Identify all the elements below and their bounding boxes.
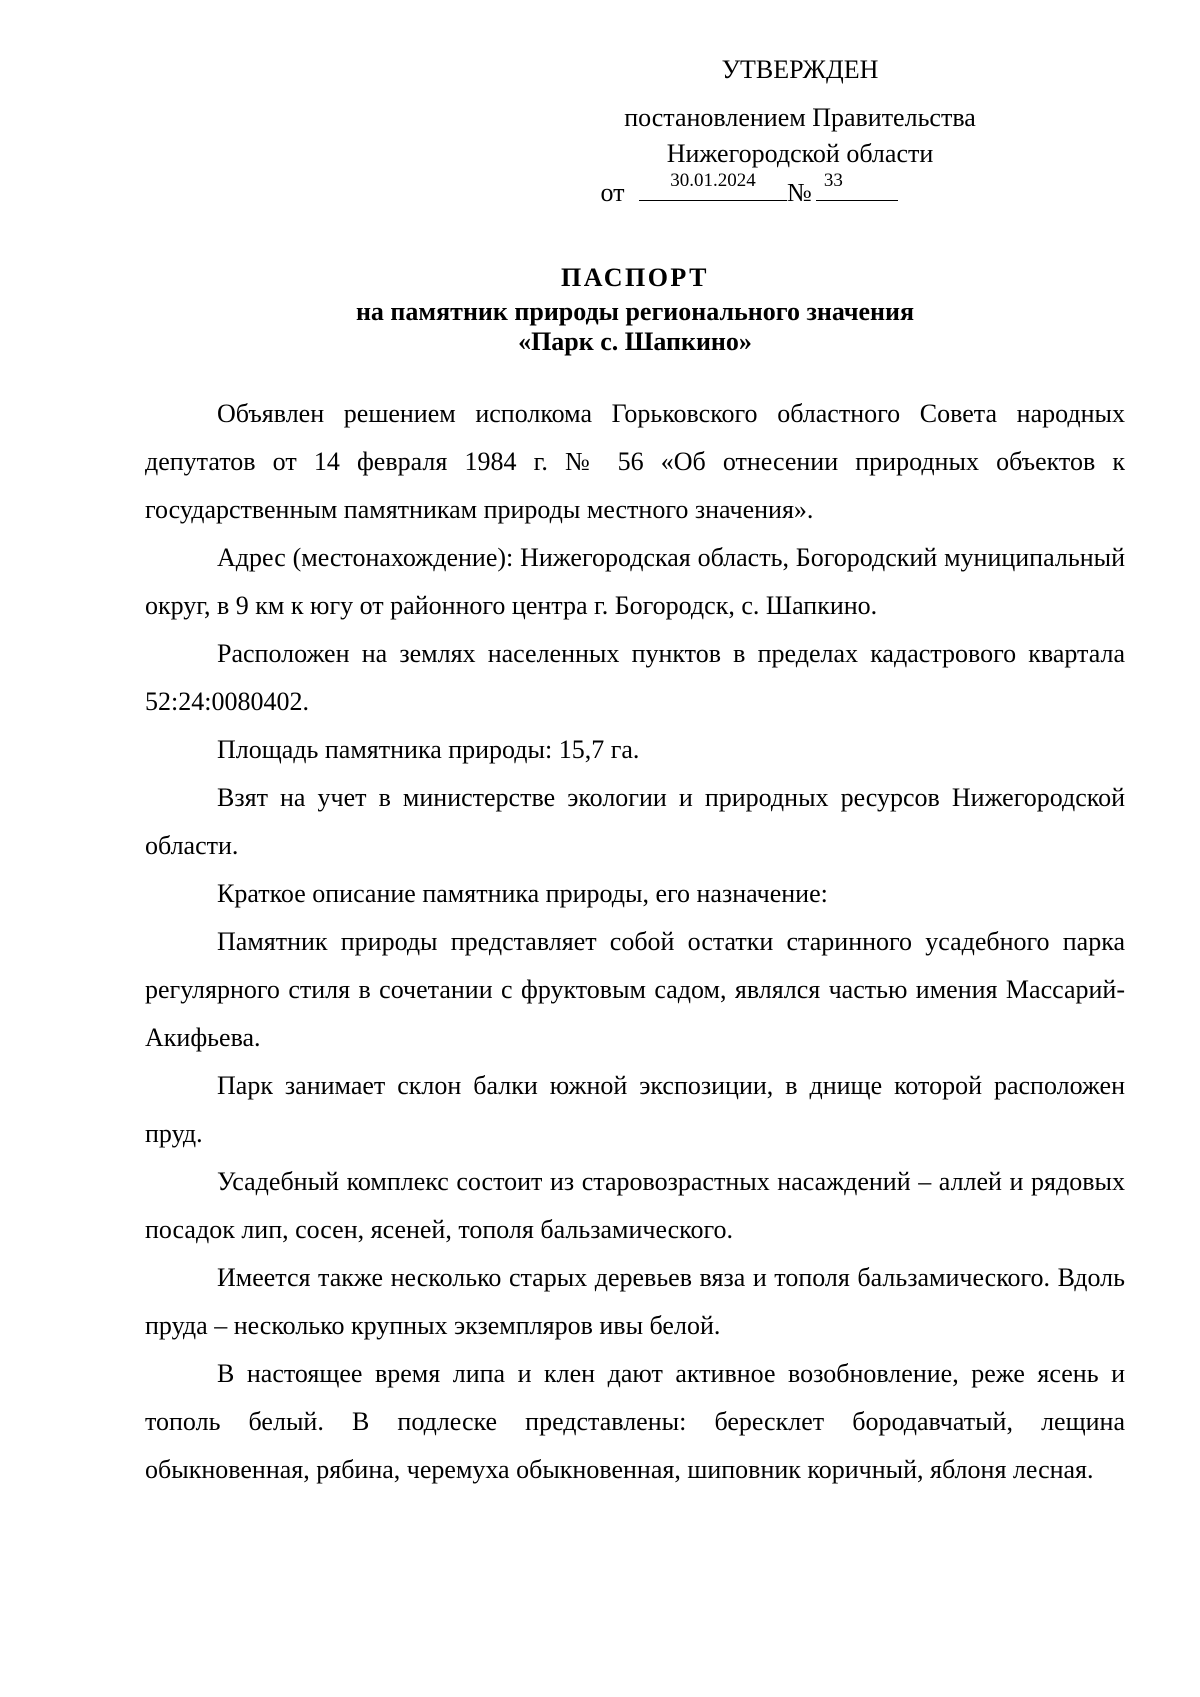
date-prefix: от (600, 178, 625, 207)
paragraph-old-trees: Имеется также несколько старых деревьев вяза и тополя бальзамического. Вдоль пруда – несколько крупных экземпляров ивы белой. (145, 1263, 1125, 1340)
paragraph-estate-complex: Усадебный комплекс состоит из старовозрастных насаждений – аллей и рядовых посадок лип, сосен, ясеней, тополя бальзамического. (145, 1167, 1125, 1244)
document-body (145, 390, 1125, 1494)
paragraph-description-heading: Краткое описание памятника природы, его назначение: (217, 879, 828, 908)
document-heading (145, 263, 1125, 357)
number-value: 33 (823, 170, 843, 191)
paragraph-area: Площадь памятника природы: 15,7 га. (217, 735, 640, 764)
date-value: 30.01.2024 (670, 170, 756, 191)
paragraph-regeneration: В настоящее время липа и клен дают активное возобновление, реже ясень и тополь белый. В подлеске представлены: бересклет бородавчатый, лещина обыкновенная, рябина, черемуха обыкновенная, шиповник коричный, яблоня лесная. (145, 1359, 1125, 1484)
approval-block (590, 52, 1010, 208)
approval-spacer (590, 88, 1010, 100)
number-sign: № (787, 178, 812, 207)
paragraph-registration: Взят на учет в министерстве экологии и природных ресурсов Нижегородской области. (145, 783, 1125, 860)
paragraph-park-slope: Парк занимает склон балки южной экспозиции, в днище которой расположен пруд. (145, 1071, 1125, 1148)
monument-name: «Парк с. Шапкино» (518, 327, 752, 356)
approval-title: УТВЕРЖДЕН (721, 55, 879, 84)
approval-line-2: Нижегородской области (666, 139, 934, 168)
approval-date-line (590, 172, 1010, 208)
approval-line-1: постановлением Правительства (624, 103, 976, 132)
number-field (816, 172, 898, 201)
paragraph-address: Адрес (местонахождение): Нижегородская область, Богородский муниципальный округ, в 9 км к югу от районного центра г. Богородск, с. Шапкино. (145, 543, 1125, 620)
paragraph-description: Памятник природы представляет собой остатки старинного усадебного парка регулярного стиля в сочетании с фруктовым садом, являлся частью имения Массарий-Акифьева. (145, 927, 1125, 1052)
date-field (639, 172, 787, 201)
paragraph-declared: Объявлен решением исполкома Горьковского областного Совета народных депутатов от 14 февраля 1984 г. № 56 «Об отнесении природных объектов к государственным памятникам природы местного значения». (145, 399, 1125, 524)
document-title: ПАСПОРТ (561, 263, 709, 292)
document-subtitle: на памятник природы регионального значения (355, 297, 915, 326)
paragraph-location: Расположен на землях населенных пунктов в пределах кадастрового квартала 52:24:0080402. (145, 639, 1125, 716)
